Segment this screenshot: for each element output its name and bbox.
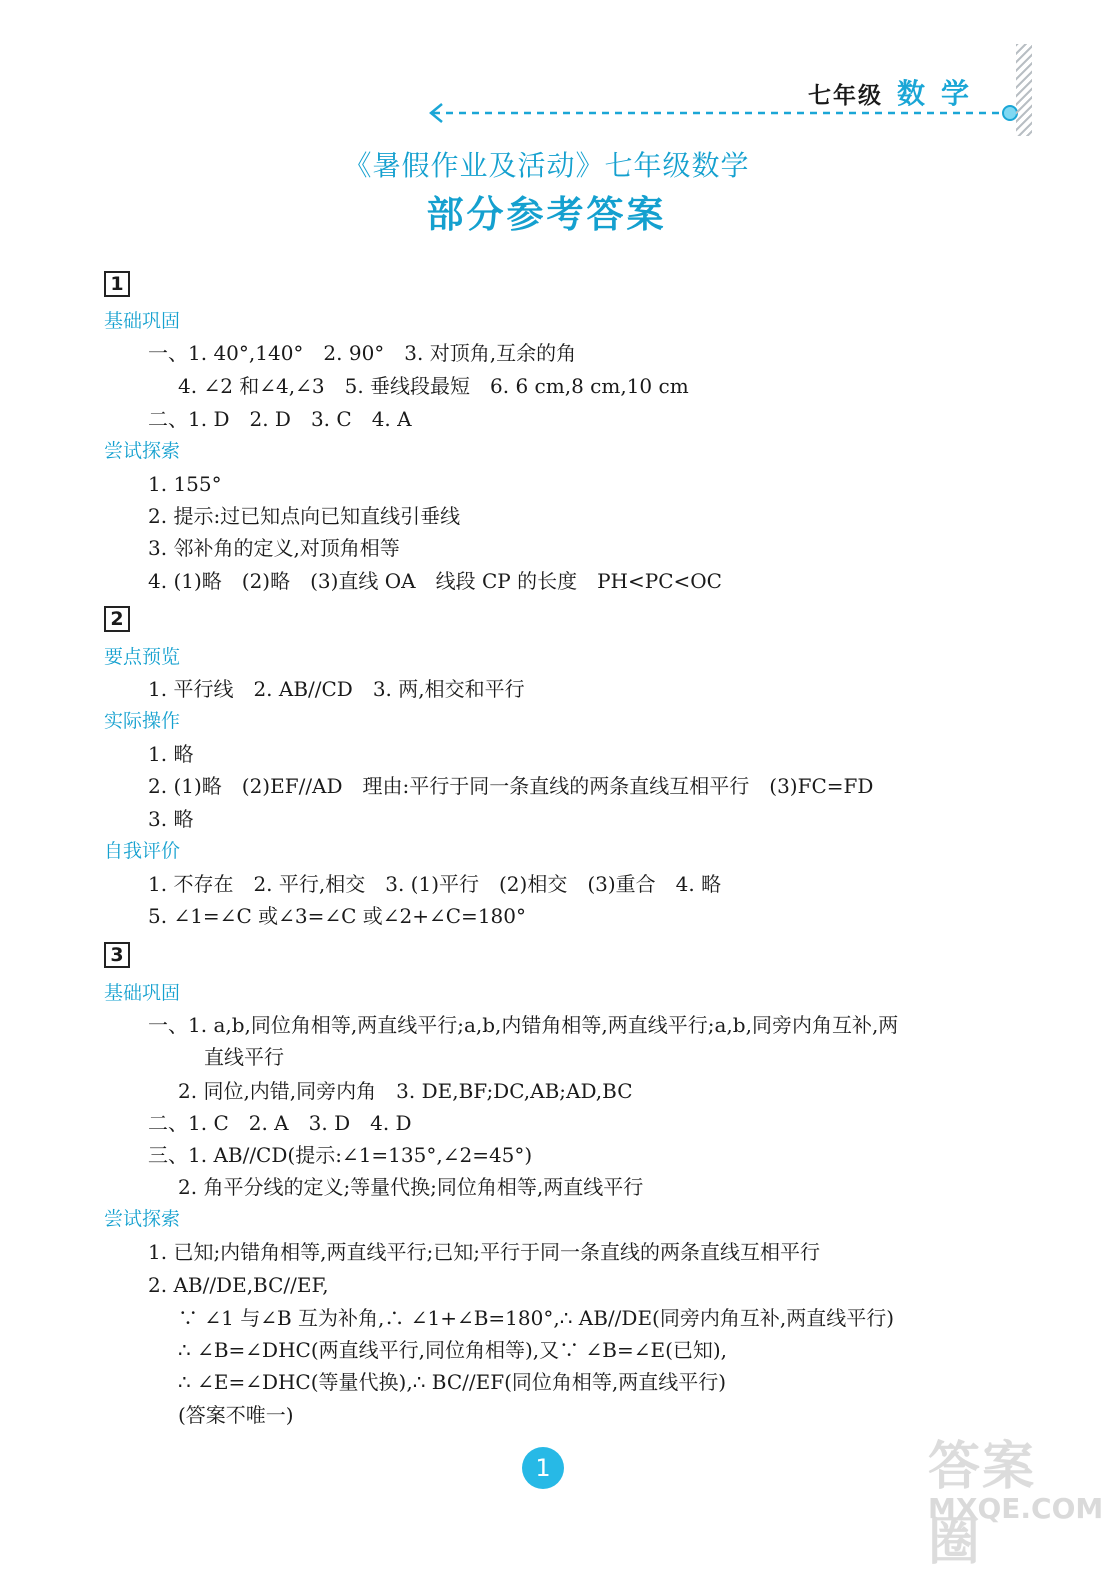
answer-line: 2. (1)略 (2)EF//AD 理由:平行于同一条直线的两条直线互相平行 (3)FC=FD [148, 774, 874, 798]
answer-line: ∴ ∠E=∠DHC(等量代换),∴ BC//EF(同位角相等,两直线平行) [178, 1370, 727, 1394]
document-title: 《暑假作业及活动》七年级数学 [343, 149, 750, 182]
section-heading: 基础巩固 [104, 982, 181, 1004]
section-heading: 实际操作 [104, 710, 181, 732]
section-heading: 要点预览 [104, 646, 181, 668]
answer-line: ∴ ∠B=∠DHC(两直线平行,同位角相等),又∵ ∠B=∠E(已知), [178, 1338, 728, 1362]
answer-line: 2. 提示:过已知点向已知直线引垂线 [148, 504, 461, 528]
watermark-logo-text: 答案圈 [928, 1437, 1037, 1572]
section-heading: 尝试探索 [104, 440, 181, 462]
section-number-box: 1 [104, 271, 130, 297]
section-heading: 基础巩固 [104, 310, 181, 332]
answer-line: 4. ∠2 和∠4,∠3 5. 垂线段最短 6. 6 cm,8 cm,10 cm [178, 374, 689, 398]
answer-line: 一、1. a,b,同位角相等,两直线平行;a,b,内错角相等,两直线平行;a,b,同旁内角互补,两 [148, 1013, 899, 1037]
header-grade: 七年级 [808, 82, 883, 109]
answer-line: (答案不唯一) [178, 1403, 294, 1427]
answer-line: 1. 平行线 2. AB//CD 3. 两,相交和平行 [148, 677, 525, 701]
answer-line: 1. 略 [148, 742, 194, 766]
decorative-stripe [1016, 44, 1032, 136]
answer-line: 一、1. 40°,140° 2. 90° 3. 对顶角,互余的角 [148, 341, 577, 365]
answer-line: 三、1. AB//CD(提示:∠1=135°,∠2=45°) [148, 1143, 533, 1167]
section-heading: 尝试探索 [104, 1208, 181, 1230]
answer-line: 1. 已知;内错角相等,两直线平行;已知;平行于同一条直线的两条直线互相平行 [148, 1240, 821, 1264]
page-number: 1 [522, 1447, 564, 1489]
answer-line: 3. 略 [148, 807, 194, 831]
answer-line: 2. 角平分线的定义;等量代换;同位角相等,两直线平行 [178, 1175, 644, 1199]
section-heading: 自我评价 [104, 840, 181, 862]
answer-line: 直线平行 [204, 1045, 284, 1069]
watermark-logo [928, 1420, 1103, 1572]
section-number-box: 2 [104, 606, 130, 632]
document-subtitle: 部分参考答案 [426, 193, 667, 236]
answer-line: 2. AB//DE,BC//EF, [148, 1273, 329, 1297]
answer-line: 1. 不存在 2. 平行,相交 3. (1)平行 (2)相交 (3)重合 4. 略 [148, 872, 722, 896]
watermark-url: MXQE.COM [928, 1492, 1103, 1525]
answer-line: ∵ ∠1 与∠B 互为补角,∴ ∠1+∠B=180°,∴ AB//DE(同旁内角互补,两直线平行) [178, 1306, 895, 1330]
section-number-box: 3 [104, 942, 130, 968]
answer-line: 2. 同位,内错,同旁内角 3. DE,BF;DC,AB;AD,BC [178, 1079, 633, 1103]
answer-line: 5. ∠1=∠C 或∠3=∠C 或∠2+∠C=180° [148, 904, 526, 928]
answer-line: 二、1. D 2. D 3. C 4. A [148, 407, 412, 431]
header-subject: 数学 [897, 77, 986, 110]
answer-line: 1. 155° [148, 472, 222, 496]
answer-line: 3. 邻补角的定义,对顶角相等 [148, 536, 400, 560]
arrow-left-icon [428, 98, 1023, 128]
answer-line: 二、1. C 2. A 3. D 4. D [148, 1111, 412, 1135]
answer-line: 4. (1)略 (2)略 (3)直线 OA 线段 CP 的长度 PH<PC<OC [148, 569, 722, 593]
